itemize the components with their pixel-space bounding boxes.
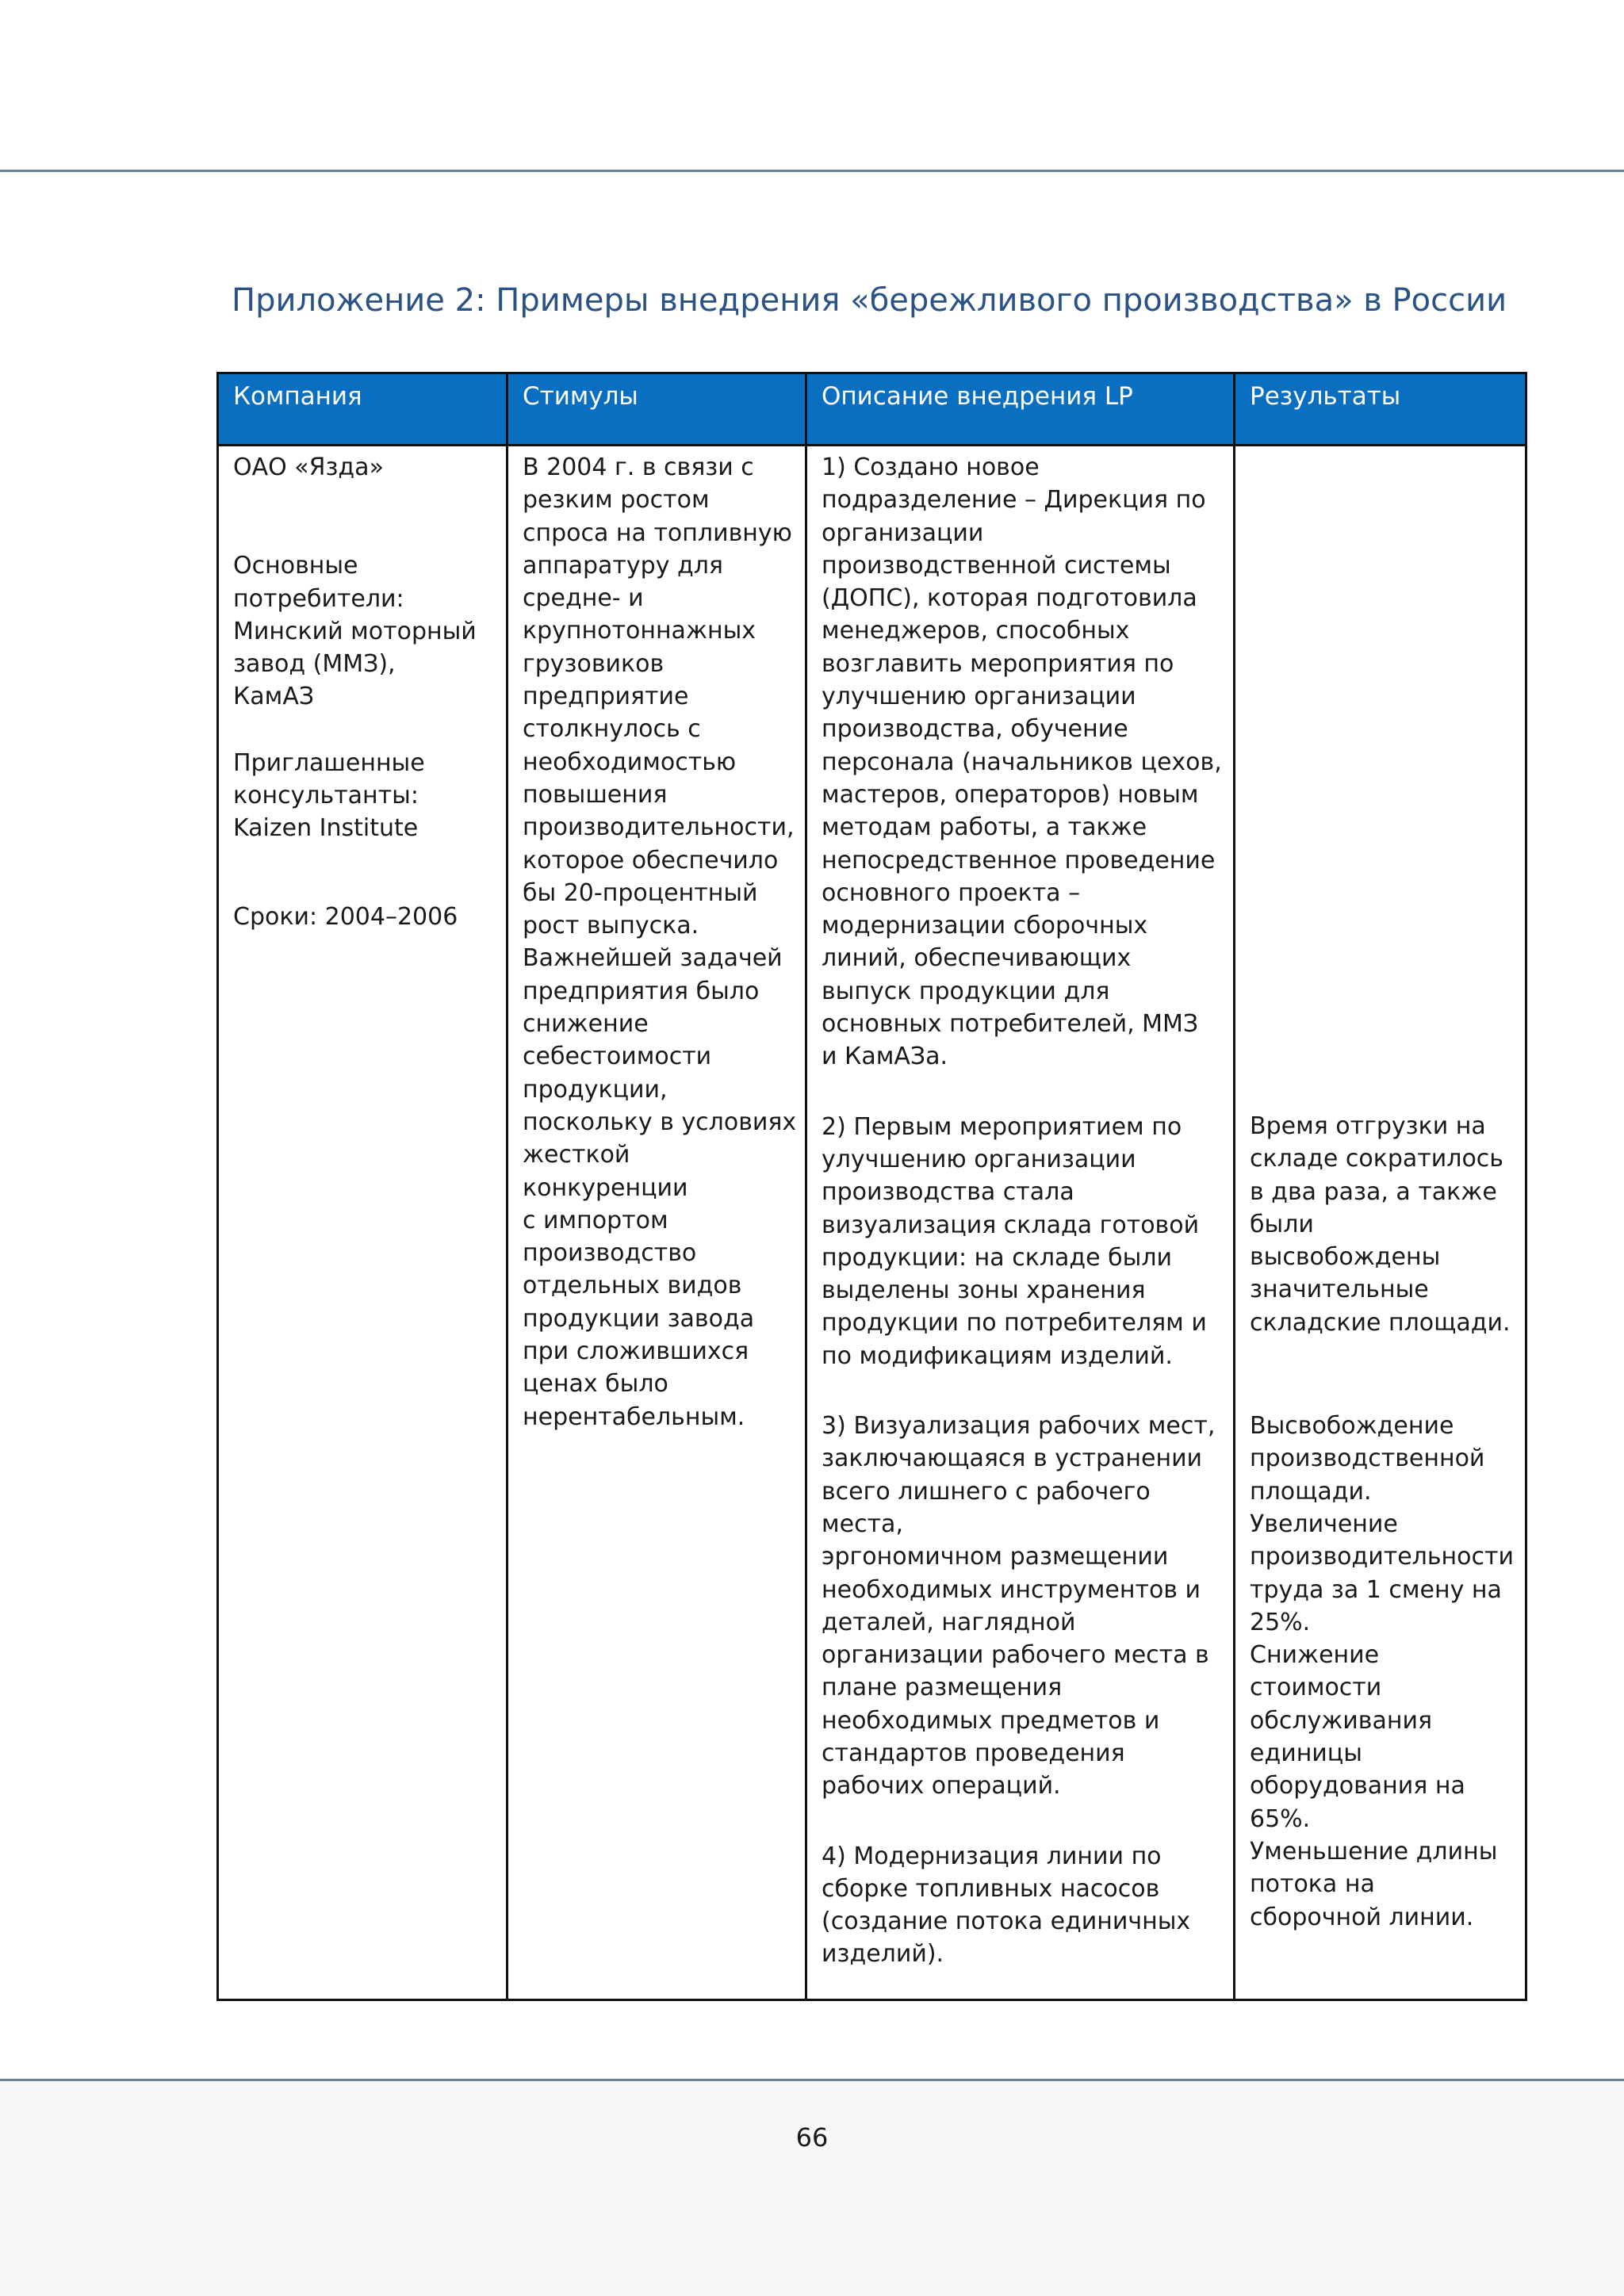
description-line: и КамАЗа. — [822, 1043, 948, 1071]
footer-band — [0, 2081, 1624, 2296]
description-line: производства, обучение — [822, 715, 1128, 744]
page-title: Приложение 2: Примеры внедрения «бережливого производства» в России — [232, 282, 1507, 319]
stimuli-line: производство — [523, 1239, 697, 1268]
results-line: производственной — [1250, 1445, 1485, 1473]
results-line: значительные — [1250, 1276, 1429, 1304]
results-line: Увеличение — [1250, 1510, 1398, 1538]
description-line: линий, обеспечивающих — [822, 944, 1132, 973]
description-line: рабочих операций. — [822, 1772, 1061, 1800]
results-line: Высвобождение — [1250, 1412, 1454, 1441]
stimuli-line: резким ростом — [523, 486, 710, 515]
description-line: подразделение – Дирекция по — [822, 486, 1206, 515]
results-line: 25%. — [1250, 1608, 1311, 1636]
results-line: в два раза, а также — [1250, 1177, 1497, 1206]
results-line: единицы — [1250, 1739, 1362, 1768]
header-description: Описание внедрения LP — [806, 373, 1235, 446]
results-line: потока на — [1250, 1870, 1375, 1899]
description-line: основного проекта – — [822, 878, 1081, 907]
consumers-line: КамАЗ — [233, 683, 315, 711]
stimuli-line: которое обеспечило — [523, 846, 779, 874]
results-cell — [1235, 446, 1526, 2000]
stimuli-line: крупнотоннажных — [523, 617, 756, 645]
stimuli-line: жесткой — [523, 1141, 630, 1169]
table-row — [218, 446, 1526, 2000]
stimuli-line: отдельных видов — [523, 1272, 742, 1300]
description-line: (создание потока единичных — [822, 1908, 1191, 1936]
stimuli-line: ценах было — [523, 1370, 668, 1399]
results-line: Снижение — [1250, 1641, 1380, 1670]
company-cell — [218, 446, 508, 2000]
description-line: продукции: на складе были — [822, 1243, 1172, 1272]
stimuli-line: В 2004 г. в связи с — [523, 453, 754, 481]
header-rule — [0, 170, 1624, 172]
stimuli-line: необходимостью — [523, 748, 737, 776]
stimuli-line: снижение — [523, 1010, 649, 1039]
stimuli-line: при сложившихся — [523, 1337, 749, 1366]
stimuli-line: нерентабельным. — [523, 1402, 745, 1431]
results-line: труда за 1 смену на — [1250, 1575, 1502, 1604]
description-line: эргономичном размещении — [822, 1543, 1169, 1571]
description-line: улучшению организации — [822, 1145, 1136, 1173]
description-line: необходимых предметов и — [822, 1706, 1160, 1735]
description-line: методам работы, а также — [822, 813, 1147, 842]
stimuli-line: рост выпуска. — [523, 912, 699, 940]
consumers-line: завод (ММЗ), — [233, 650, 396, 679]
description-line: по модификациям изделий. — [822, 1341, 1173, 1370]
description-line: непосредственное проведение — [822, 846, 1216, 874]
description-cell — [806, 446, 1235, 2000]
description-line: продукции по потребителям и — [822, 1309, 1207, 1337]
description-line: всего лишнего с рабочего — [822, 1477, 1151, 1506]
project-period: Сроки: 2004–2006 — [233, 902, 458, 931]
results-line: Время отгрузки на — [1250, 1112, 1486, 1140]
stimuli-line: продукции, — [523, 1075, 668, 1104]
results-line: были — [1250, 1210, 1314, 1238]
description-line: 3) Визуализация рабочих мест, — [822, 1412, 1216, 1441]
header-stimuli: Стимулы — [508, 373, 806, 446]
stimuli-line: предприятие — [523, 683, 689, 711]
stimuli-line: себестоимости — [523, 1043, 712, 1071]
consultants-line: консультанты: — [233, 782, 419, 810]
results-line: обслуживания — [1250, 1706, 1433, 1735]
results-line: сборочной линии. — [1250, 1903, 1474, 1931]
results-line: производительности — [1250, 1543, 1514, 1571]
lean-examples-table — [216, 372, 1527, 2001]
description-line: производственной системы — [822, 551, 1171, 580]
consultants-line: Kaizen Institute — [233, 814, 419, 843]
header-company: Компания — [218, 373, 508, 446]
stimuli-cell — [508, 446, 806, 2000]
description-line: 4) Модернизация линии по — [822, 1842, 1162, 1870]
consumers-line: Минский моторный — [233, 617, 477, 645]
stimuli-line: поскольку в условиях — [523, 1108, 797, 1136]
stimuli-line: с импортом — [523, 1206, 668, 1234]
stimuli-line: производительности, — [523, 813, 795, 842]
description-line: производства стала — [822, 1178, 1074, 1207]
stimuli-line: бы 20-процентный — [523, 878, 758, 907]
consultants-line: Приглашенные — [233, 748, 425, 777]
description-line: возглавить мероприятия по — [822, 649, 1174, 678]
results-line: оборудования на — [1250, 1772, 1465, 1800]
description-line: стандартов проведения — [822, 1739, 1125, 1767]
description-line: плане размещения — [822, 1674, 1063, 1702]
description-line: организации — [822, 519, 984, 547]
description-line: 2) Первым мероприятием по — [822, 1112, 1182, 1141]
description-line: персонала (начальников цехов, — [822, 748, 1222, 776]
description-line: (ДОПС), которая подготовила — [822, 584, 1197, 613]
stimuli-line: предприятия было — [523, 977, 760, 1005]
description-line: деталей, наглядной — [822, 1608, 1076, 1636]
stimuli-line: аппаратуру для — [523, 551, 723, 580]
header-results: Результаты — [1235, 373, 1526, 446]
description-line: изделий). — [822, 1940, 944, 1969]
description-line: места, — [822, 1510, 903, 1538]
description-line: модернизации сборочных — [822, 912, 1148, 940]
description-line: 1) Создано новое — [822, 453, 1040, 481]
description-line: необходимых инструментов и — [822, 1575, 1201, 1604]
results-line: складе сократилось — [1250, 1145, 1503, 1173]
description-line: улучшению организации — [822, 683, 1136, 711]
description-line: сборке топливных насосов — [822, 1874, 1160, 1903]
description-line: выпуск продукции для — [822, 977, 1110, 1005]
results-line: площади. — [1250, 1477, 1372, 1506]
stimuli-line: столкнулось с — [523, 715, 701, 744]
stimuli-line: спроса на топливную — [523, 519, 792, 547]
results-line: складские площади. — [1250, 1308, 1511, 1337]
results-line: стоимости — [1250, 1674, 1382, 1702]
table-header-row — [218, 373, 1526, 446]
stimuli-line: Важнейшей задачей — [523, 944, 783, 973]
company-name: ОАО «Язда» — [233, 453, 384, 481]
description-line: мастеров, операторов) новым — [822, 780, 1199, 809]
description-line: заключающаяся в устранении — [822, 1445, 1203, 1473]
consumers-line: потребители: — [233, 584, 404, 613]
page-number: 66 — [795, 2122, 829, 2152]
description-line: менеджеров, способных — [822, 617, 1130, 645]
description-line: основных потребителей, ММЗ — [822, 1010, 1199, 1039]
stimuli-line: грузовиков — [523, 649, 665, 678]
description-line: выделены зоны хранения — [822, 1276, 1146, 1305]
description-line: визуализация склада готовой — [822, 1211, 1200, 1239]
description-line: организации рабочего места в — [822, 1641, 1209, 1670]
stimuli-line: повышения — [523, 780, 668, 809]
results-line: высвобождены — [1250, 1243, 1441, 1272]
consumers-line: Основные — [233, 552, 358, 580]
stimuli-line: конкуренции — [523, 1173, 688, 1202]
stimuli-line: продукции завода — [523, 1304, 755, 1333]
stimuli-line: средне- и — [523, 584, 644, 613]
results-line: Уменьшение длины — [1250, 1837, 1498, 1866]
results-line: 65%. — [1250, 1804, 1311, 1833]
